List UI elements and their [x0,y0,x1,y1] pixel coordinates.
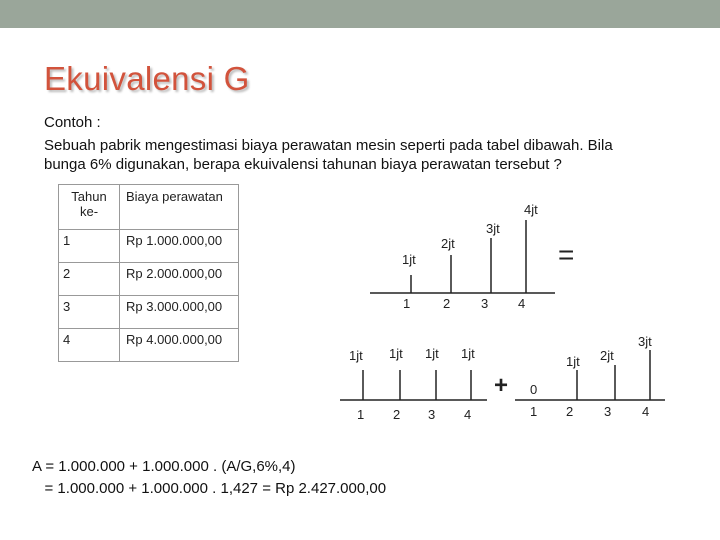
gradient-series-diagram [515,334,665,419]
period-label: 1 [403,296,411,311]
cost-cell: Rp 4.000.000,00 [120,329,239,362]
amount-label: 1jt [461,346,475,361]
year-cell: 4 [59,329,120,362]
uniform-series-diagram [340,346,487,422]
solution-formula [32,456,386,500]
formula-line-2: = 1.000.000 + 1.000.000 . 1,427 = Rp 2.427.000,00 [32,480,387,497]
amount-label: 4jt [524,202,538,217]
period-label: 3 [604,404,612,419]
period-label: 2 [393,407,401,422]
cost-cell: Rp 1.000.000,00 [120,230,239,263]
year-header-line-2: ke- [79,204,99,219]
period-label: 2 [566,404,574,419]
amount-label: 2jt [600,348,614,363]
year-header-line-1: Tahun [71,189,107,204]
period-label: 4 [518,296,526,311]
example-heading: Contoh : [44,114,101,131]
period-label: 1 [357,407,365,422]
year-cell: 1 [59,230,120,263]
problem-line-1: Sebuah pabrik mengestimasi biaya perawatan mesin seperti pada tabel dibawah. Bila [44,137,613,154]
gradient-cash-flow-diagram [370,202,574,311]
slide-title: Ekuivalensi G [44,60,250,97]
period-label: 2 [443,296,451,311]
period-label: 4 [464,407,472,422]
amount-label: 3jt [486,221,500,236]
cost-cell: Rp 3.000.000,00 [120,296,239,329]
cost-column-header: Biaya perawatan [120,185,239,230]
year-cell: 3 [59,296,120,329]
period-label: 3 [428,407,436,422]
amount-label: 1jt [566,354,580,369]
amount-label: 3jt [638,334,652,349]
problem-line-2: bunga 6% digunakan, berapa ekuivalensi tahunan biaya perawatan tersebut ? [44,156,562,173]
amount-label: 1jt [402,252,416,267]
formula-line-1: A = 1.000.000 + 1.000.000 . (A/G,6%,4) [32,458,296,475]
amount-label: 1jt [389,346,403,361]
year-cell: 2 [59,263,120,296]
period-label: 3 [481,296,489,311]
amount-label: 2jt [441,236,455,251]
equals-sign: = [558,239,575,270]
cost-cell: Rp 2.000.000,00 [120,263,239,296]
plus-sign: + [494,372,509,399]
period-label: 1 [530,404,538,419]
period-label: 4 [642,404,650,419]
amount-label: 1jt [349,348,363,363]
amount-label: 1jt [425,346,439,361]
zero-label: 0 [530,382,538,397]
